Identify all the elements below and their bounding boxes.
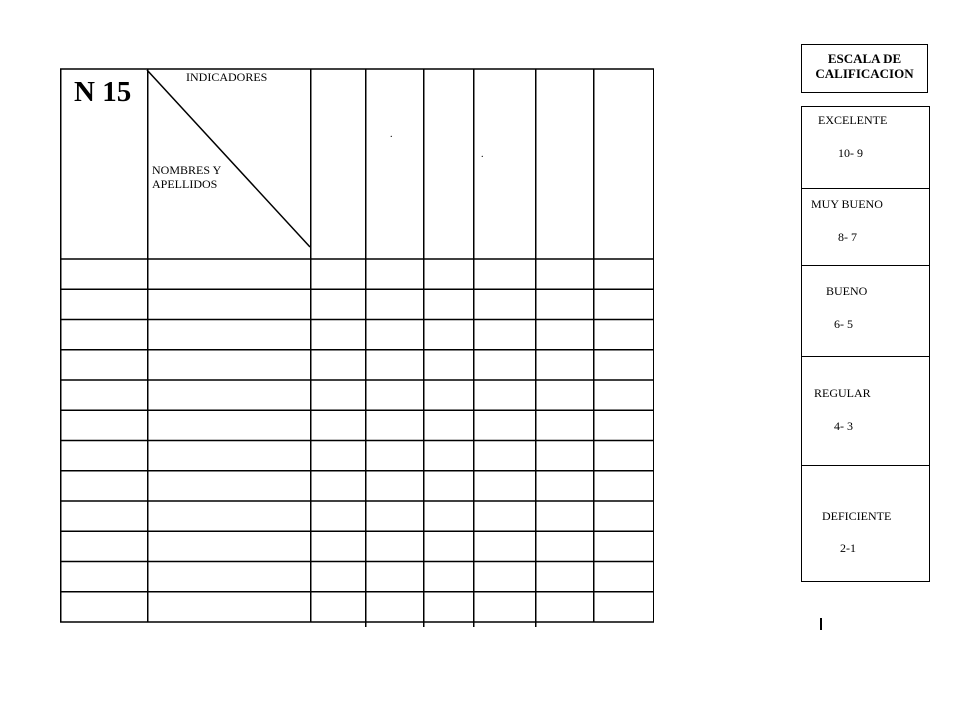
scale-level-muy-bueno	[802, 189, 929, 266]
scale-level-bueno	[802, 266, 929, 357]
scale-level-excelente	[802, 107, 929, 189]
stray-mark: .	[481, 149, 484, 160]
scale-level-range: 4- 3	[834, 419, 853, 433]
scale-level-range: 6- 5	[834, 317, 853, 331]
stray-mark: .	[390, 129, 393, 140]
scale-level-name: MUY BUENO	[811, 197, 883, 211]
scale-level-range: 10- 9	[838, 146, 863, 160]
scale-level-deficiente	[802, 466, 929, 581]
grading-table	[60, 68, 654, 624]
stray-tick-mark	[820, 618, 822, 630]
scale-level-name: DEFICIENTE	[822, 509, 892, 523]
rating-scale	[801, 106, 930, 582]
scale-level-range: 8- 7	[838, 230, 857, 244]
scale-level-regular	[802, 357, 929, 466]
table-grid-lines	[60, 68, 654, 628]
header-diagonal	[147, 70, 310, 247]
scale-title: ESCALA DE CALIFICACION	[801, 44, 928, 93]
scale-level-name: BUENO	[826, 284, 868, 298]
names-header: NOMBRES Y APELLIDOS	[152, 163, 221, 191]
scale-level-range: 2-1	[840, 541, 856, 555]
scale-level-name: EXCELENTE	[818, 113, 888, 127]
indicators-header: INDICADORES	[186, 70, 268, 84]
table-number-label: N 15	[74, 76, 132, 108]
scale-level-name: REGULAR	[814, 386, 871, 400]
